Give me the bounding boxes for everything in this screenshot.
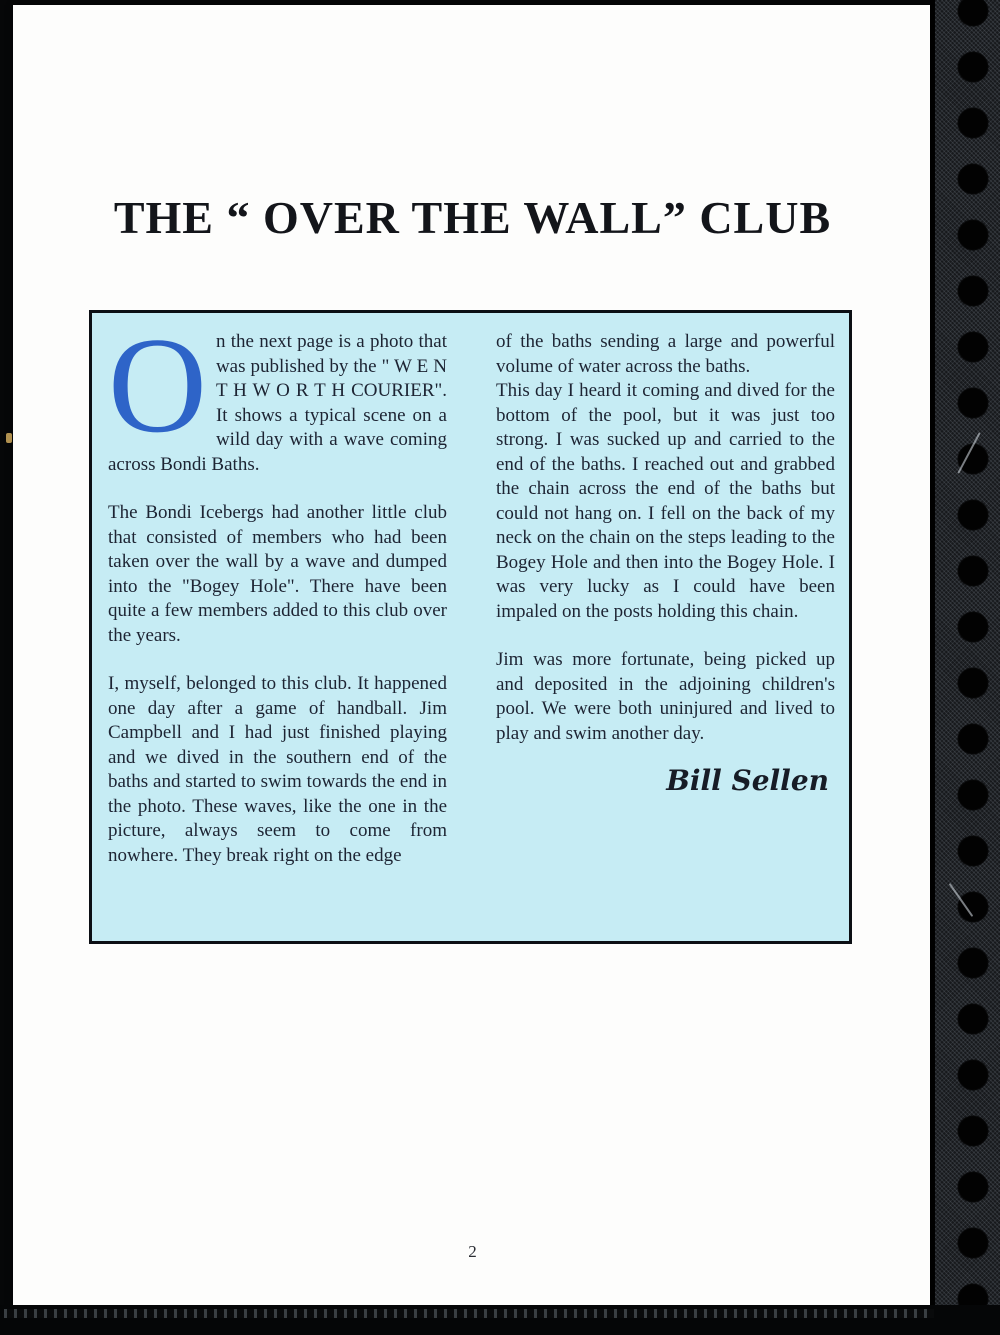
dropcap-letter: O: [108, 309, 207, 461]
paragraph-this-day: This day I heard it coming and dived for the bottom of the pool, but it was just too strong. I was sucked up and carried to the end of the baths. I reached out and grabbed the chain across the end of the baths but could not hang on. I fell on the back of my neck on the chain on the steps leading to the Bogey Hole and then into the Bogey Hole. I was very lucky as I could have been impaled on the posts holding this chain.: [496, 380, 835, 622]
scratch-mark: [957, 432, 980, 474]
left-column: [108, 309, 447, 868]
two-column-layout: [108, 309, 835, 868]
paragraph-intro-text: n the next page is a photo that was published by the " W E N T H W O R T H COURIER". It shows a typical scene on a wild day with a wave coming across Bondi Baths.: [108, 331, 447, 475]
paragraph-baths-continued: of the baths sending a large and powerful volume of water across the baths.: [496, 331, 835, 377]
sleeve-zipper-texture: [4, 1309, 934, 1318]
binder-spine-with-holes: [930, 0, 1000, 1335]
paragraph-intro: [108, 309, 447, 477]
right-column: [496, 330, 835, 868]
paragraph-jim-fortunate: Jim was more fortunate, being picked up and deposited in the adjoining children's pool. We were both uninjured and lived to play and swim another day.: [496, 649, 835, 744]
page-number: 2: [468, 1242, 477, 1261]
story-box: [89, 310, 852, 944]
scanned-page: [13, 5, 932, 1306]
author-signature: Bill Sellen: [666, 764, 829, 797]
paragraph-belonged-club: I, myself, belonged to this club. It happened one day after a game of handball. Jim Campbell and I had just finished playing and we dived in the southern end of the baths and started to swim towards the end in the photo. These waves, like the one in the picture, always seem to come from nowhere. They break right on the edge: [108, 673, 447, 866]
sleeve-bottom-edge: [0, 1305, 1000, 1335]
paragraph-icebergs-club: The Bondi Icebergs had another little club that consisted of members who had been taken over the wall by a wave and dumped into the "Bogey Hole". There have been quite a few members added to this club over the years.: [108, 502, 447, 646]
scratch-mark: [949, 883, 974, 917]
margin-smudge: [6, 433, 12, 443]
page-title: THE “ OVER THE WALL” CLUB: [113, 192, 832, 243]
